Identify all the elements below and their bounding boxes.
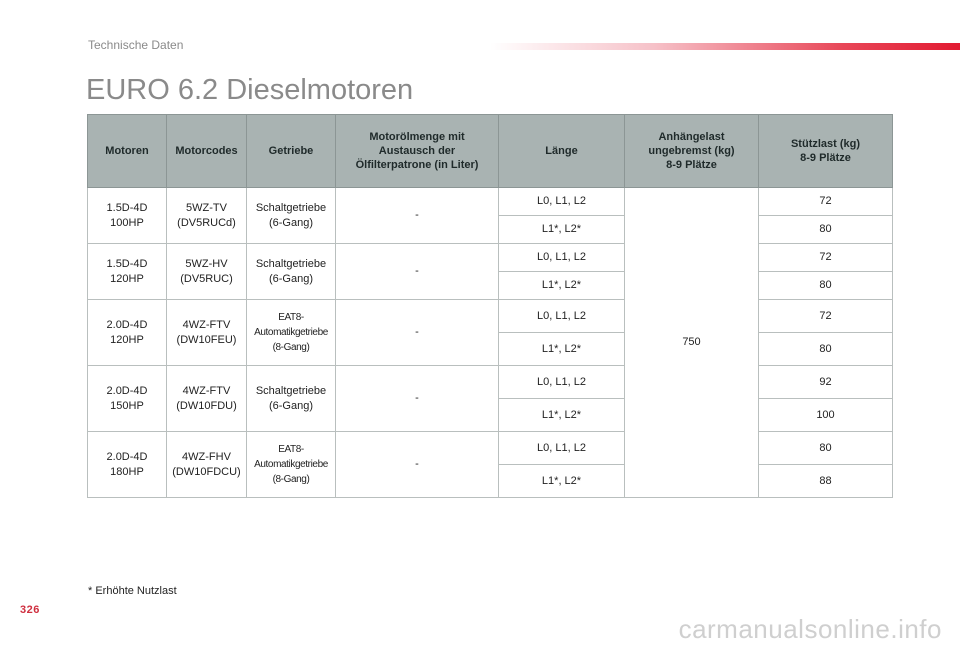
motorcode-cell: 5WZ-HV (DV5RUC) (167, 244, 247, 300)
footnote: * Erhöhte Nutzlast (88, 585, 177, 597)
stuetzlast-cell: 72 (759, 244, 893, 272)
table-row (88, 188, 893, 216)
laenge-cell: L1*, L2* (499, 333, 625, 366)
laenge-cell: L1*, L2* (499, 216, 625, 244)
motor-cell: 2.0D-4D 150HP (88, 366, 167, 432)
spec-table (87, 114, 893, 498)
stuetzlast-cell: 72 (759, 300, 893, 333)
stuetzlast-cell: 88 (759, 465, 893, 498)
laenge-cell: L0, L1, L2 (499, 188, 625, 216)
laenge-cell: L1*, L2* (499, 399, 625, 432)
motorcode-cell: 4WZ-FTV (DW10FDU) (167, 366, 247, 432)
oil-cell: - (336, 300, 499, 366)
header-getriebe: Getriebe (247, 115, 336, 188)
header-motorcodes: Motorcodes (167, 115, 247, 188)
motor-cell: 1.5D-4D 120HP (88, 244, 167, 300)
header-laenge: Länge (499, 115, 625, 188)
header-stuetzlast: Stützlast (kg) 8-9 Plätze (759, 115, 893, 188)
getriebe-cell: Schaltgetriebe (6-Gang) (247, 188, 336, 244)
oil-cell: - (336, 366, 499, 432)
getriebe-cell: EAT8- Automatikgetriebe (8-Gang) (247, 432, 336, 498)
header-oil-capacity: Motorölmenge mit Austausch der Ölfilterpatrone (in Liter) (336, 115, 499, 188)
table-header-row (88, 115, 893, 188)
anhaengelast-cell: 750 (625, 188, 759, 498)
header-anhaengelast: Anhängelast ungebremst (kg) 8-9 Plätze (625, 115, 759, 188)
laenge-cell: L0, L1, L2 (499, 432, 625, 465)
stuetzlast-cell: 100 (759, 399, 893, 432)
laenge-cell: L0, L1, L2 (499, 244, 625, 272)
stuetzlast-cell: 72 (759, 188, 893, 216)
oil-cell: - (336, 432, 499, 498)
table-row (88, 300, 893, 333)
header-motoren: Motoren (88, 115, 167, 188)
laenge-cell: L1*, L2* (499, 465, 625, 498)
laenge-cell: L1*, L2* (499, 272, 625, 300)
watermark: carmanualsonline.info (678, 614, 942, 644)
oil-cell: - (336, 188, 499, 244)
section-label: Technische Daten (88, 38, 184, 52)
page-number: 326 (20, 604, 40, 616)
motor-cell: 2.0D-4D 180HP (88, 432, 167, 498)
motorcode-cell: 4WZ-FTV (DW10FEU) (167, 300, 247, 366)
stuetzlast-cell: 80 (759, 333, 893, 366)
getriebe-cell: EAT8- Automatikgetriebe (8-Gang) (247, 300, 336, 366)
laenge-cell: L0, L1, L2 (499, 300, 625, 333)
table-row (88, 432, 893, 465)
header-accent-bar (490, 43, 960, 50)
page-title: EURO 6.2 Dieselmotoren (86, 74, 414, 106)
motorcode-cell: 5WZ-TV (DV5RUCd) (167, 188, 247, 244)
stuetzlast-cell: 80 (759, 216, 893, 244)
oil-cell: - (336, 244, 499, 300)
getriebe-cell: Schaltgetriebe (6-Gang) (247, 366, 336, 432)
laenge-cell: L0, L1, L2 (499, 366, 625, 399)
stuetzlast-cell: 80 (759, 432, 893, 465)
stuetzlast-cell: 92 (759, 366, 893, 399)
motor-cell: 1.5D-4D 100HP (88, 188, 167, 244)
getriebe-cell: Schaltgetriebe (6-Gang) (247, 244, 336, 300)
motor-cell: 2.0D-4D 120HP (88, 300, 167, 366)
table-row (88, 366, 893, 399)
stuetzlast-cell: 80 (759, 272, 893, 300)
table-row (88, 244, 893, 272)
motorcode-cell: 4WZ-FHV (DW10FDCU) (167, 432, 247, 498)
